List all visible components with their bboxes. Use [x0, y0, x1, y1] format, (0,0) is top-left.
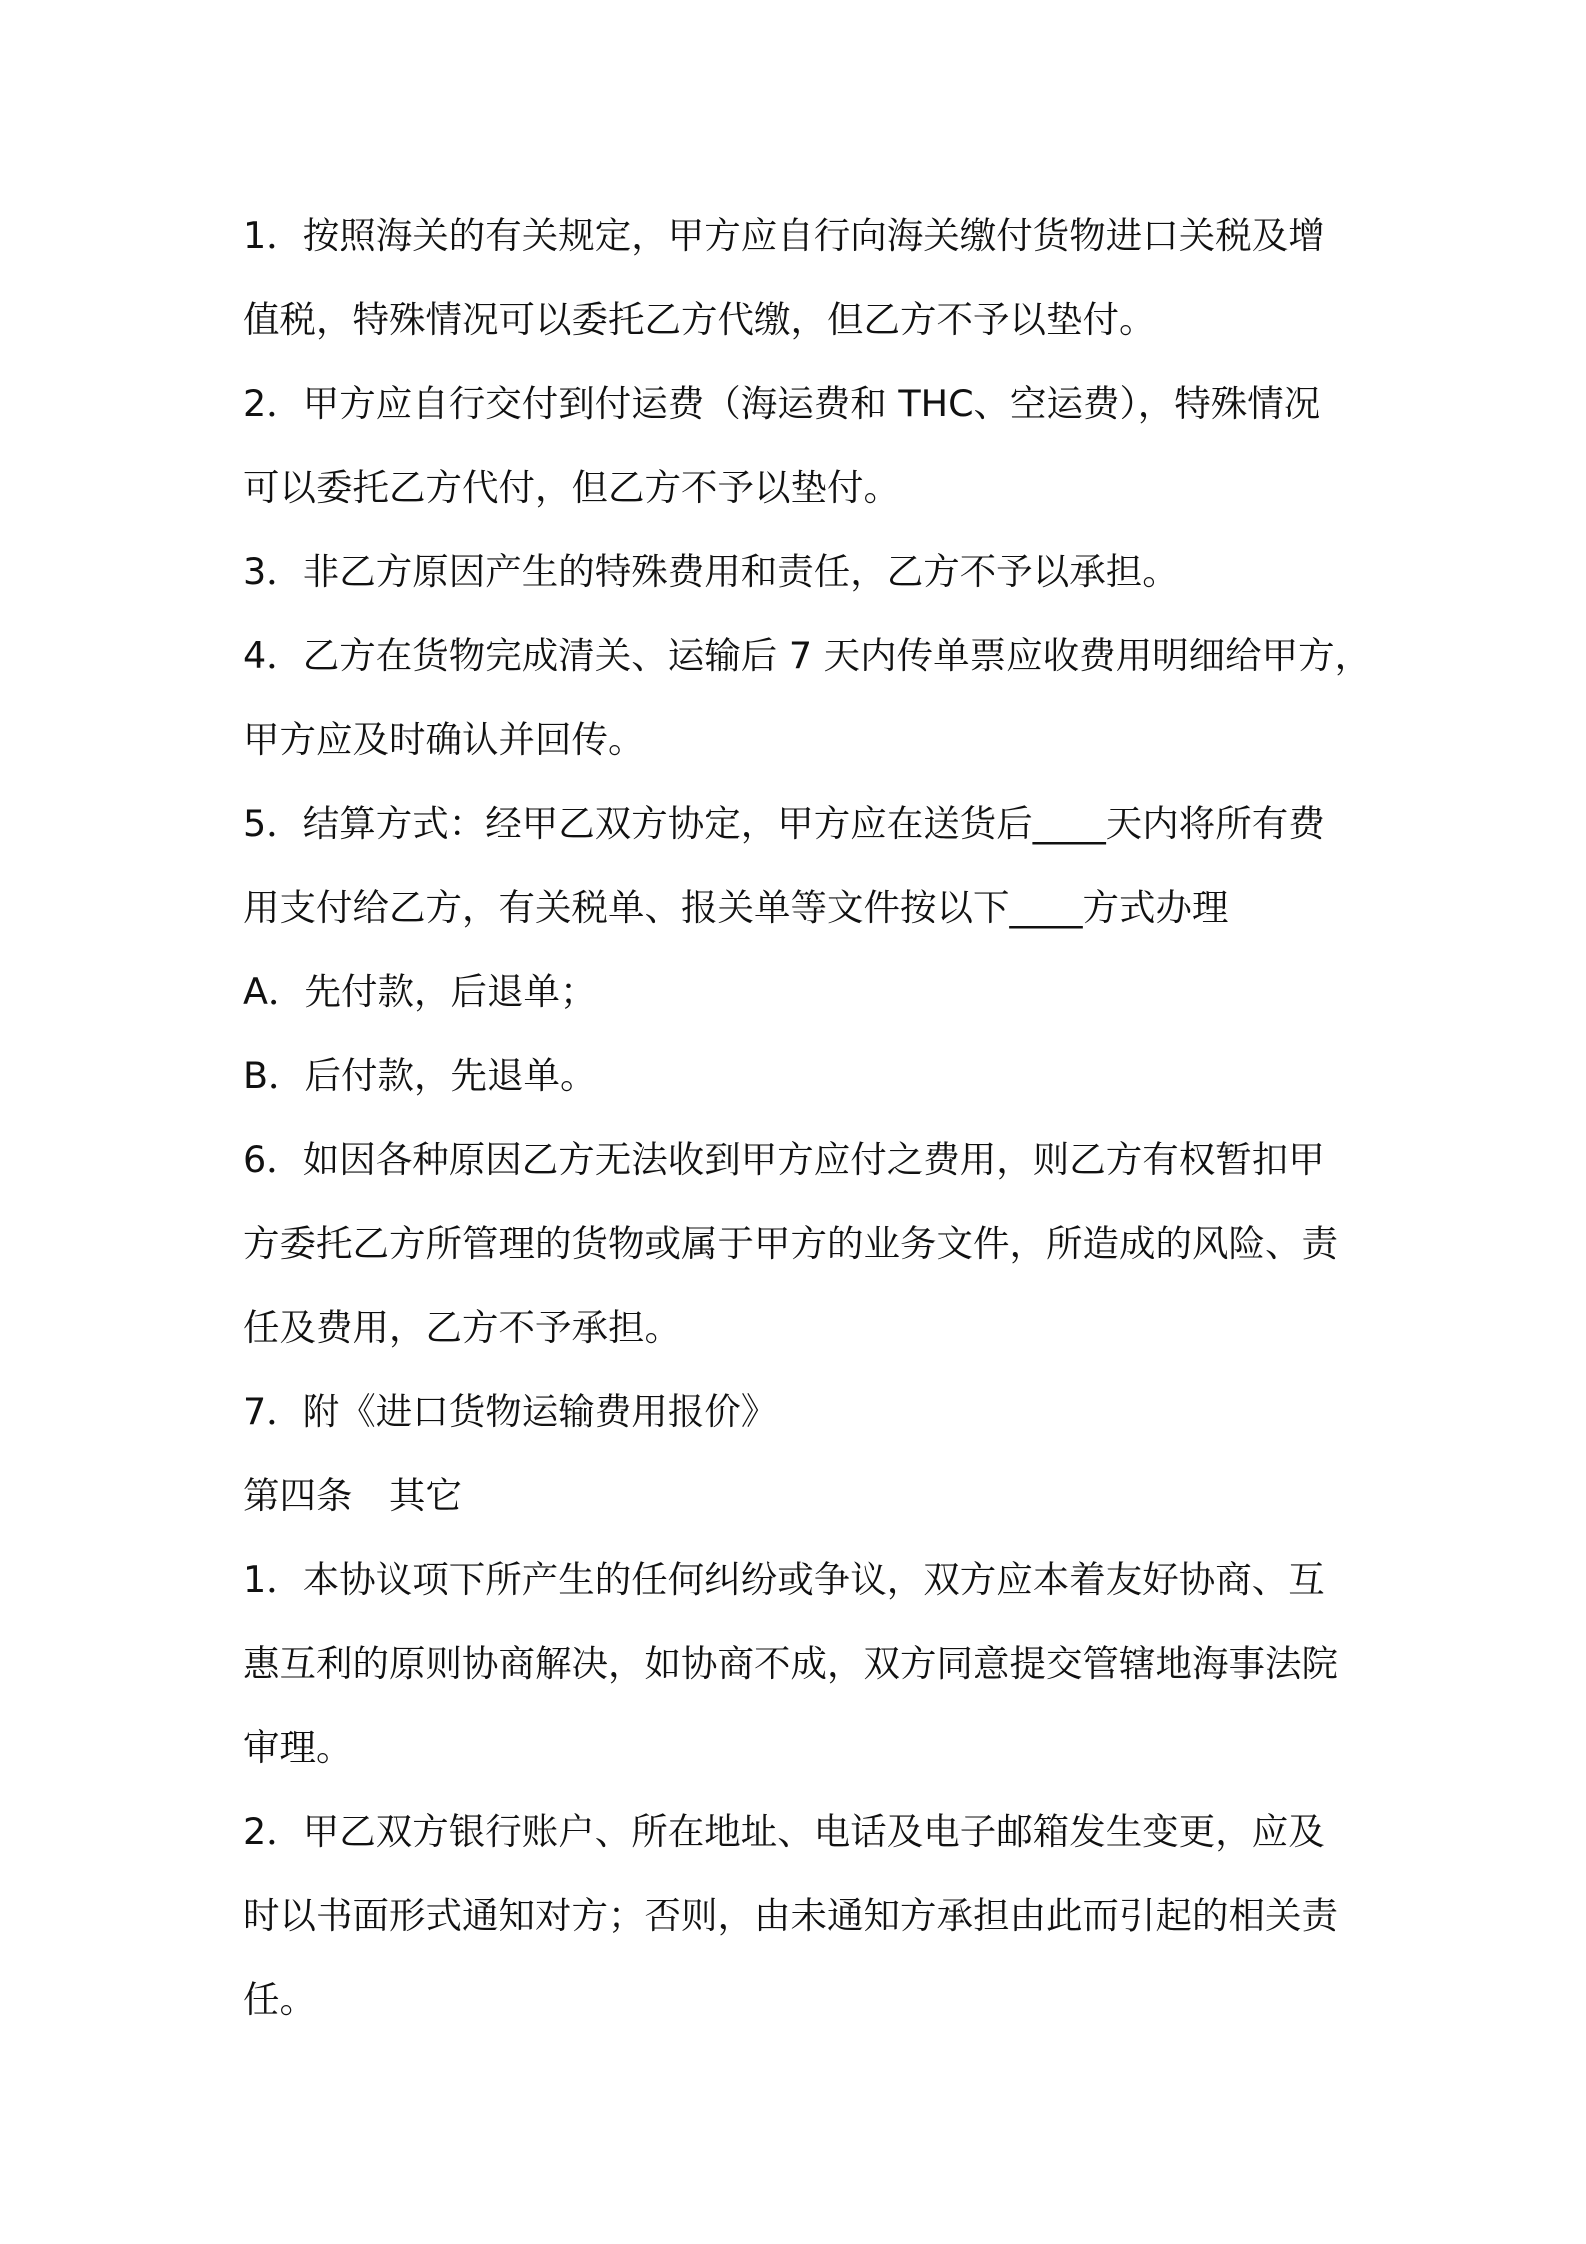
text-line: 任及费用，乙方不予承担。 [243, 1306, 681, 1349]
text-line: 惠互利的原则协商解决，如协商不成，双方同意提交管辖地海事法院 [243, 1642, 1338, 1685]
text-line: 4．乙方在货物完成清关、运输后 7 天内传单票应收费用明细给甲方， [243, 634, 1372, 677]
text-line: 1．按照海关的有关规定，甲方应自行向海关缴付货物进口关税及增 [243, 214, 1325, 257]
text-line: 甲方应及时确认并回传。 [243, 718, 645, 761]
text-line: 任。 [243, 1978, 316, 2021]
text-line: 7．附《进口货物运输费用报价》 [243, 1390, 778, 1433]
text-line: 方委托乙方所管理的货物或属于甲方的业务文件，所造成的风险、责 [243, 1222, 1338, 1265]
text-line: 审理。 [243, 1726, 353, 1769]
option-line: B．后付款，先退单。 [243, 1054, 597, 1097]
document-body [243, 194, 1383, 2042]
option-line: A．先付款，后退单； [243, 970, 597, 1013]
text-line: 5．结算方式：经甲乙双方协定，甲方应在送货后____天内将所有费 [243, 802, 1325, 845]
section-heading: 第四条 其它 [243, 1474, 462, 1517]
text-line: 2．甲方应自行交付到付运费（海运费和 THC、空运费），特殊情况 [243, 382, 1321, 425]
text-line: 6．如因各种原因乙方无法收到甲方应付之费用，则乙方有权暂扣甲 [243, 1138, 1325, 1181]
text-line: 用支付给乙方，有关税单、报关单等文件按以下____方式办理 [243, 886, 1229, 929]
text-line: 3．非乙方原因产生的特殊费用和责任，乙方不予以承担。 [243, 550, 1179, 593]
text-line: 1．本协议项下所产生的任何纠纷或争议，双方应本着友好协商、互 [243, 1558, 1325, 1601]
text-line: 值税，特殊情况可以委托乙方代缴，但乙方不予以垫付。 [243, 298, 1156, 341]
text-line: 时以书面形式通知对方；否则，由未通知方承担由此而引起的相关责 [243, 1894, 1338, 1937]
text-line: 可以委托乙方代付，但乙方不予以垫付。 [243, 466, 900, 509]
text-line: 2．甲乙双方银行账户、所在地址、电话及电子邮箱发生变更，应及 [243, 1810, 1325, 1853]
